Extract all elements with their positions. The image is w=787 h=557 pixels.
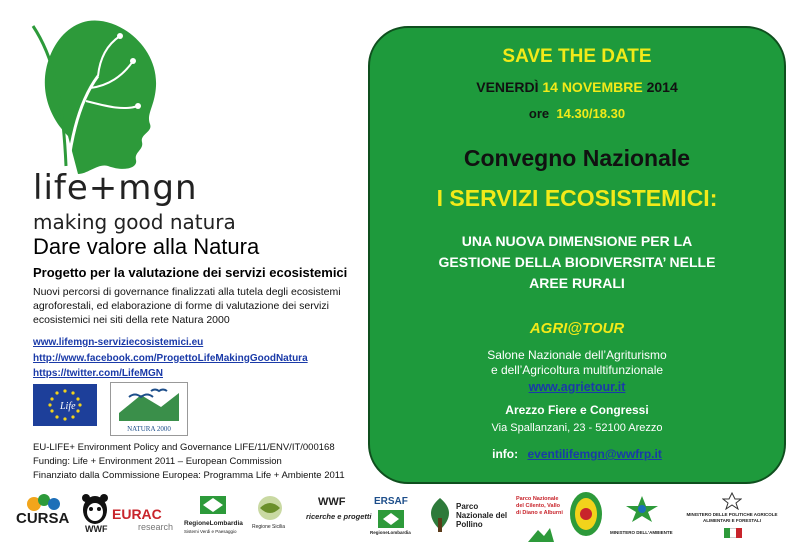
link-list [33,335,308,382]
funding-info [33,441,345,483]
event-time [370,106,784,121]
subheadline-line: UNA NUOVA DIMENSIONE PER LA [461,233,693,249]
natura-2000-label: NATURA 2000 [127,425,171,433]
twitter-link[interactable]: https://twitter.com/LifeMGN [33,368,163,379]
event-headline: I SERVIZI ECOSISTEMICI: [436,185,718,211]
regione-lombardia-logo [184,490,244,550]
info-email-link[interactable]: eventilifemgn@wwfrp.it [527,447,662,461]
emblem-icon [722,492,742,510]
info-label: info: [492,447,519,461]
venue-name: Arezzo Fiere e Congressi [505,403,649,417]
project-description: Nuovi percorsi di governance finalizzati alla tutela degli ecosistemi agroforestali, ed elaborazione di forme di valutazione dei servizi ecosistemici nei siti della rete Natura 2000 [33,286,341,326]
funding-line: Funding: Life + Environment 2011 – European Commission [33,456,282,467]
cursa-label: CURSA [16,510,70,527]
date-year: 2014 [646,79,678,95]
website-link[interactable]: www.lifemgn-serviziecosistemici.eu [33,337,204,348]
left-column [0,0,370,490]
ministero-ambiente-label: MINISTERO DELL'AMBIENTE [610,530,673,535]
eurac-logo [112,490,182,550]
ersaf-label: ERSAF [374,496,408,507]
eurac-label: EURAC [112,506,162,522]
ministero-agricole-logo [680,490,784,550]
parco-pollino-logo [420,490,512,550]
wwf-panda-logo [80,490,110,550]
partner-logo-strip [0,490,787,557]
ersaf-sub-label: RegioneLombardia [370,530,411,535]
parco-cilento-logo [516,490,566,550]
date-day: VENERDÌ [476,79,539,95]
cilento-label: Parco Nazionale del Cilento, Vallo di Diano e Alburni [516,496,563,516]
info-line [370,447,784,461]
funding-line: Finanziato dalla Commissione Europea: Programma Life + Ambiente 2011 [33,470,345,481]
page-title: Dare valore alla Natura [33,234,260,259]
seal-logo [568,490,606,550]
life-mgn-head-logo [28,16,168,176]
convegno-title: Convegno Nazionale [463,145,691,171]
agritour-title: AGRI@TOUR [529,320,625,337]
cursa-logo [14,490,76,550]
natura-2000-logo [110,382,188,436]
date-main: 14 NOVEMBRE [542,79,643,95]
project-subtitle: Progetto per la valutazione dei servizi ecosistemici [33,265,348,280]
funding-line: EU-LIFE+ Environment Policy and Governance LIFE/11/ENV/IT/000168 [33,442,335,453]
wwf-ricerche-label: WWF [318,496,346,508]
eu-life-label: Life [60,401,76,412]
agrietour-link[interactable]: www.agrietour.it [528,380,626,394]
birds-icon [111,383,187,423]
save-the-date: SAVE THE DATE [502,46,652,67]
subheadline-line: AREE RURALI [529,275,625,291]
italy-flag-icon [724,528,742,538]
wwf-ricerche-logo [300,490,372,550]
eu-life-flag-logo [33,384,97,426]
sicilia-label: Regione Sicilia [252,524,286,530]
ministero-ambiente-logo [610,490,676,550]
event-subheadline [370,231,784,294]
salone-line: e dell’Agricoltura multifunzionale [490,363,664,377]
eurac-sub-label: research [138,522,174,532]
lombardia-sub-label: Sistemi Verdi e Paesaggio [184,529,237,534]
pollino-label: Parco Nazionale del Pollino [456,502,508,529]
salone-line: Salone Nazionale dell’Agriturismo [487,348,667,362]
lombardia-label: RegioneLombardia [184,520,243,527]
subheadline-line: GESTIONE DELLA BIODIVERSITA’ NELLE [438,254,716,270]
wwf-ricerche-sub-label: ricerche e progetti [306,512,372,521]
wwf-label: WWF [85,524,108,534]
brand-tagline: making good natura [33,210,236,234]
venue-address: Via Spallanzani, 23 - 52100 Arezzo [491,422,663,434]
regione-sicilia-logo [246,490,294,550]
event-date [370,79,784,95]
brand-name: life+mgn [33,168,198,208]
ersaf-logo [370,490,416,550]
time-value: 14.30/18.30 [556,106,626,121]
salone-description [370,348,784,378]
ministero-agricole-label: MINISTERO DELLE POLITICHE AGRICOLE ALIMENTARI E FORESTALI [686,512,778,523]
event-panel [368,26,786,484]
facebook-link[interactable]: http://www.facebook.com/ProgettoLifeMakingGoodNatura [33,352,308,364]
time-prefix: ore [528,106,550,121]
